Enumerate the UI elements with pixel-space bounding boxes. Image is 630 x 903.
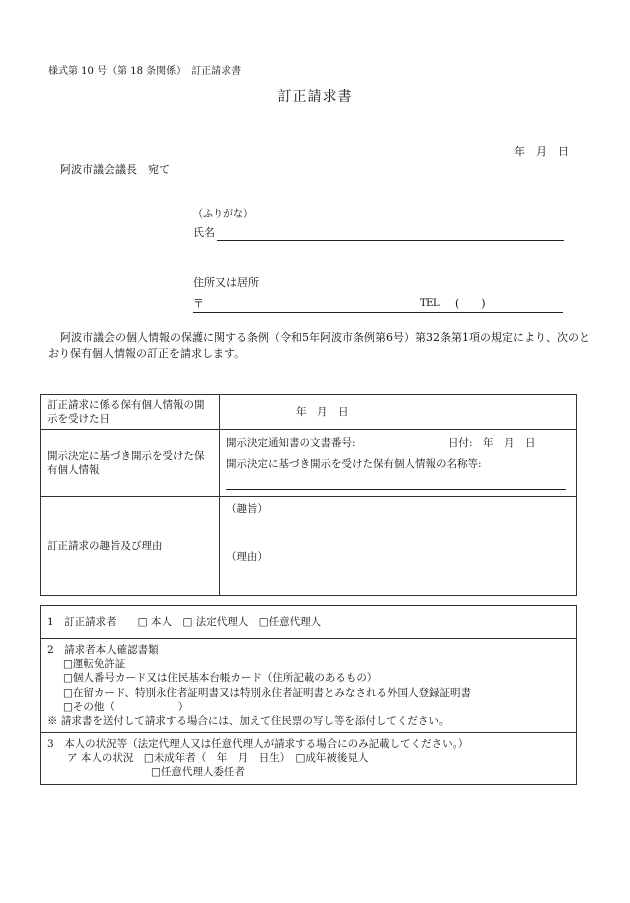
- correction-reason-cell[interactable]: [220, 497, 577, 596]
- request-statement: 阿波市議会の個人情報の保護に関する条例（令和5年阿波市条例第6号）第32条第1項の規定により、次のとおり保有個人情報の訂正を請求します。: [48, 331, 590, 360]
- notice-doc-number-label: 開示決定通知書の文書番号:: [226, 437, 356, 450]
- name-field-line[interactable]: [217, 240, 564, 241]
- principal-status-title: 3 本人の状況等（法定代理人又は任意代理人が請求する場合にのみ記載してください。）: [47, 738, 469, 751]
- furigana-label: （ふりがな）: [193, 209, 253, 220]
- form-number-label: 様式第 10 号（第 18 条関係） 訂正請求書: [48, 66, 242, 77]
- checkbox-other[interactable]: □その他（ ）: [63, 700, 189, 713]
- name-label: 氏名: [193, 226, 215, 239]
- address-field-line[interactable]: [193, 312, 563, 313]
- identity-documents-title: 2 請求者本人確認書類: [47, 644, 159, 656]
- checkbox-my-number-card[interactable]: □個人番号カード又は住民基本台帳カード（住所記載のあるもの）: [63, 672, 378, 685]
- identity-documents-section: [41, 639, 577, 733]
- request-date: 年 月 日: [514, 145, 569, 158]
- disclosed-info-cell: [220, 430, 577, 497]
- disclosed-info-name-line[interactable]: [226, 489, 566, 490]
- tel-label: TEL: [420, 298, 440, 309]
- addressee: 阿波市議会議長 宛て: [60, 163, 170, 176]
- tel-parenthesis: ( ): [455, 297, 486, 310]
- page-title: 訂正請求書: [277, 89, 353, 105]
- requester-info-table: [40, 605, 577, 785]
- disclosure-date-value[interactable]: 年 月 日: [220, 395, 577, 430]
- reason-label: （理由）: [226, 551, 268, 564]
- principal-status-section: [41, 733, 577, 785]
- address-label: 住所又は居所: [193, 276, 259, 289]
- principal-status-line1[interactable]: ア 本人の状況 □未成年者（ 年 月 日生） □成年被後見人: [67, 752, 369, 765]
- disclosed-info-name-label: 開示決定に基づき開示を受けた保有個人情報の名称等:: [226, 458, 482, 471]
- checkbox-residence-card[interactable]: □在留カード、特別永住者証明書又は特別永住者証明書とみなされる外国人登録証明書: [63, 686, 471, 699]
- checkbox-drivers-license[interactable]: □運転免許証: [63, 658, 126, 671]
- postal-mark: 〒: [193, 297, 204, 310]
- disclosure-date-label: 訂正請求に係る保有個人情報の開示を受けた日: [41, 395, 220, 430]
- disclosed-info-label: 開示決定に基づき開示を受けた保有個人情報: [41, 430, 220, 497]
- disclosure-info-table: [40, 394, 577, 596]
- mailing-note: ※ 請求書を送付して請求する場合には、加えて住民票の写し等を添付してください。: [47, 714, 450, 727]
- requester-type-row: 1 訂正請求者 □ 本人 □ 法定代理人 □任意代理人: [41, 606, 577, 639]
- correction-reason-label: 訂正請求の趣旨及び理由: [41, 497, 220, 596]
- principal-status-line2[interactable]: □任意代理人委任者: [151, 766, 245, 779]
- purpose-label: （趣旨）: [226, 503, 268, 516]
- notice-date-label: 日付: 年 月 日: [448, 437, 536, 450]
